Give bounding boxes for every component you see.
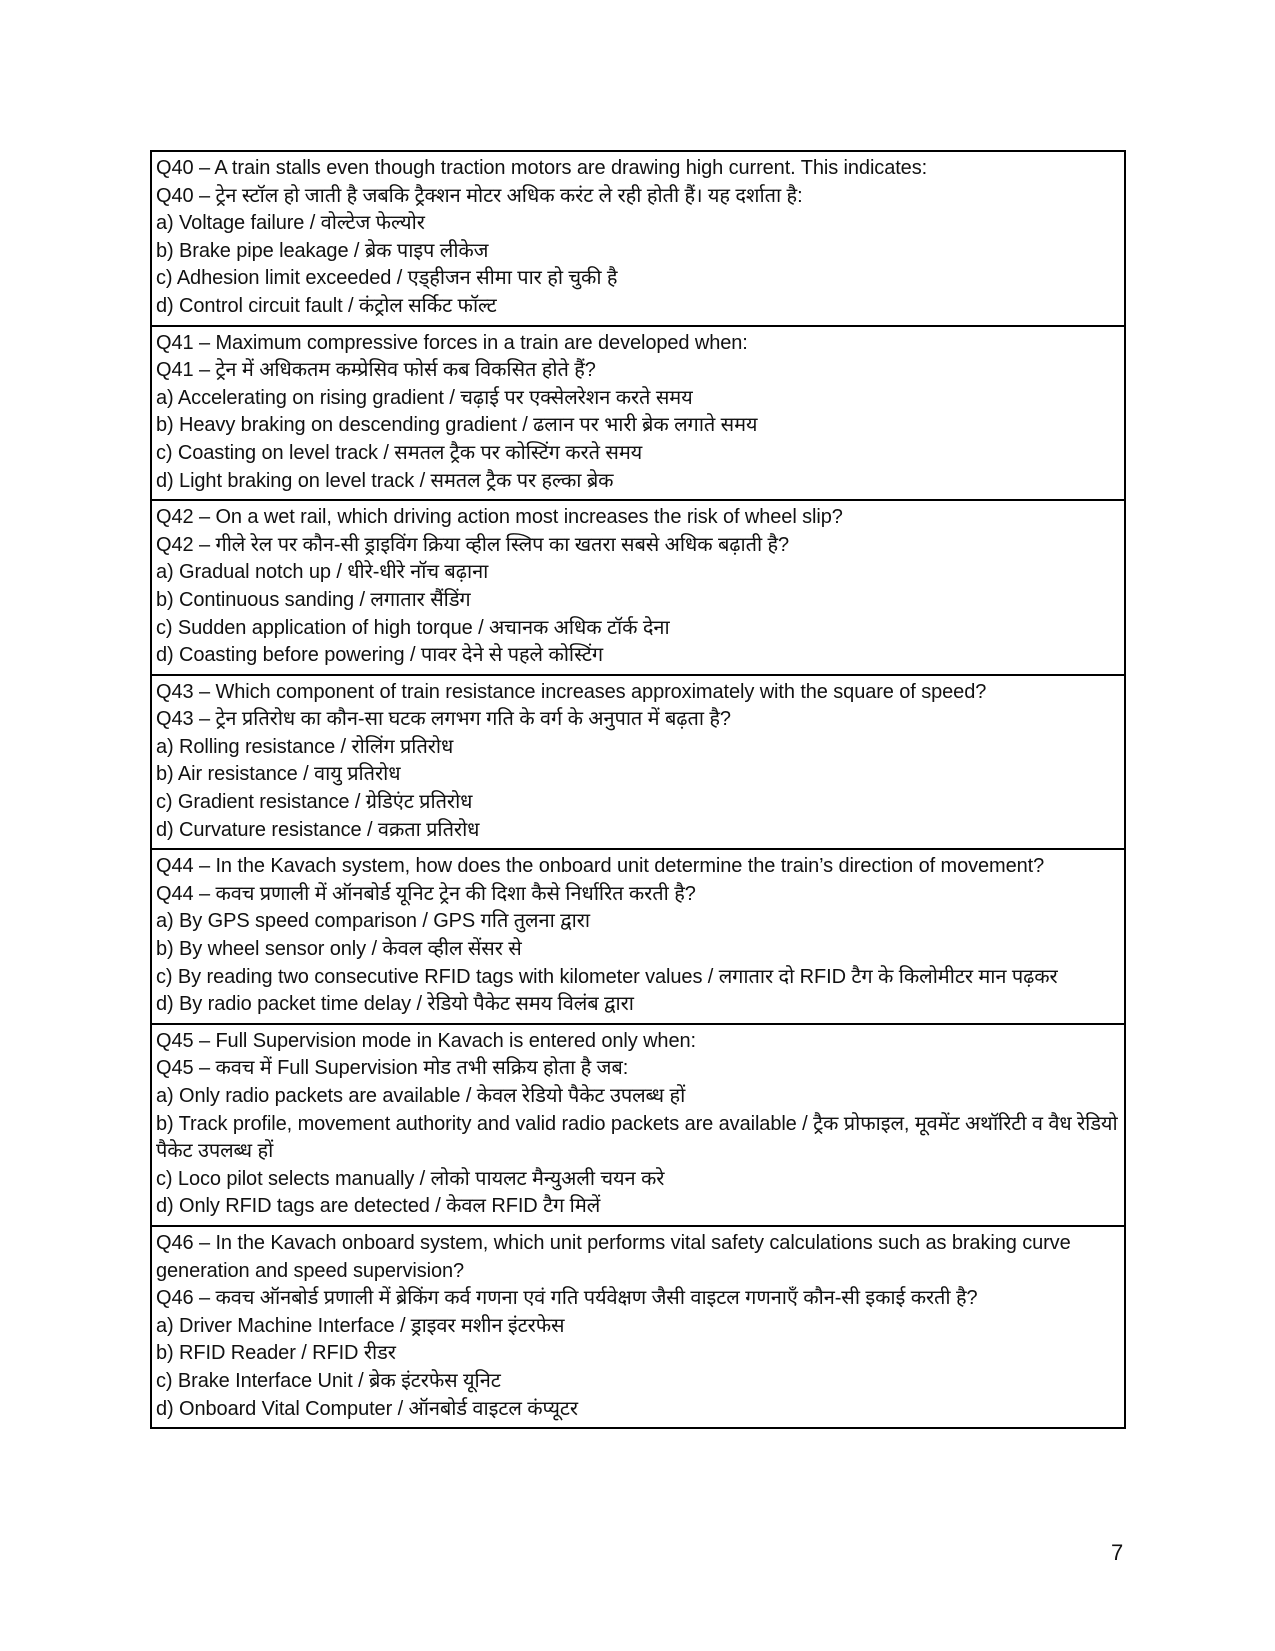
question-text-en: Q41 – Maximum compressive forces in a train are developed when:: [156, 331, 748, 354]
option-d: d) Onboard Vital Computer / ऑनबोर्ड वाइटल कंप्यूटर: [156, 1397, 578, 1420]
question-text-hi: Q40 – ट्रेन स्टॉल हो जाती है जबकि ट्रैक्शन मोटर अधिक करंट ले रही होती हैं। यह दर्शाता है:: [156, 184, 803, 207]
option-b: b) RFID Reader / RFID रीडर: [156, 1342, 396, 1365]
option-a: a) By GPS speed comparison / GPS गति तुलना द्वारा: [156, 910, 590, 933]
question-text-en: Q43 – Which component of train resistance increases approximately with the square of speed?: [156, 680, 987, 703]
question-text-hi: Q46 – कवच ऑनबोर्ड प्रणाली में ब्रेकिंग कर्व गणना एवं गति पर्यवेक्षण जैसी वाइटल गणनाएँ कौन-सी इकाई करती है?: [156, 1287, 978, 1310]
option-d: d) Only RFID tags are detected / केवल RFID टैग मिलें: [156, 1195, 601, 1218]
question-table: [150, 150, 1126, 1429]
option-d: d) By radio packet time delay / रेडियो पैकेट समय विलंब द्वारा: [156, 993, 634, 1016]
question-text-en: Q40 – A train stalls even though traction motors are drawing high current. This indicates:: [156, 157, 928, 179]
option-b: b) Brake pipe leakage / ब्रेक पाइप लीकेज: [156, 239, 489, 262]
question-row-q45: [152, 1023, 1124, 1225]
question-text-hi: Q43 – ट्रेन प्रतिरोध का कौन-सा घटक लगभग गति के वर्ग के अनुपात में बढ़ता है?: [156, 708, 731, 731]
option-a: a) Only radio packets are available / केवल रेडियो पैकेट उपलब्ध हों: [156, 1085, 686, 1107]
question-text-hi: Q42 – गीले रेल पर कौन-सी ड्राइविंग क्रिया व्हील स्लिप का खतरा सबसे अधिक बढ़ाती है?: [156, 533, 790, 556]
question-text-hi: Q44 – कवच प्रणाली में ऑनबोर्ड यूनिट ट्रेन की दिशा कैसे निर्धारित करती है?: [156, 882, 696, 905]
option-c: c) By reading two consecutive RFID tags with kilometer values / लगातार दो RFID टैग के किलोमीटर मान पढ़कर: [156, 965, 1058, 988]
question-text-en: Q46 – In the Kavach onboard system, which unit performs vital safety calculations such as braking curve generation and speed supervision?: [156, 1231, 1071, 1282]
option-c: c) Coasting on level track / समतल ट्रैक पर कोस्टिंग करते समय: [156, 441, 643, 464]
option-c: c) Brake Interface Unit / ब्रेक इंटरफेस यूनिट: [156, 1369, 501, 1392]
option-c: c) Gradient resistance / ग्रेडिएंट प्रतिरोध: [156, 791, 473, 814]
question-text-en: Q42 – On a wet rail, which driving action most increases the risk of wheel slip?: [156, 506, 843, 529]
question-row-q43: [152, 674, 1124, 849]
option-c: c) Sudden application of high torque / अचानक अधिक टॉर्क देना: [156, 616, 670, 639]
question-text-en: Q44 – In the Kavach system, how does the onboard unit determine the train’s direction of movement?: [156, 855, 1045, 878]
option-d: d) Control circuit fault / कंट्रोल सर्किट फॉल्ट: [156, 294, 497, 317]
page-number: 7: [1111, 1540, 1124, 1565]
option-d: d) Coasting before powering / पावर देने से पहले कोस्टिंग: [156, 644, 604, 667]
option-d: d) Light braking on level track / समतल ट्रैक पर हल्का ब्रेक: [156, 469, 614, 492]
question-row-q46: [152, 1225, 1124, 1427]
option-a: a) Gradual notch up / धीरे-धीरे नॉच बढ़ाना: [156, 561, 489, 584]
question-text-en: Q45 – Full Supervision mode in Kavach is entered only when:: [156, 1029, 696, 1052]
option-b: b) By wheel sensor only / केवल व्हील सेंसर से: [156, 938, 522, 961]
option-b: b) Air resistance / वायु प्रतिरोध: [156, 763, 401, 786]
question-text-hi: Q41 – ट्रेन में अधिकतम कम्प्रेसिव फोर्स कब विकसित होते हैं?: [156, 359, 596, 382]
option-d: d) Curvature resistance / वक्रता प्रतिरोध: [156, 818, 480, 841]
option-c: c) Loco pilot selects manually / लोको पायलट मैन्युअली चयन करे: [156, 1167, 665, 1190]
question-row-q41: [152, 325, 1124, 500]
question-row-q40: [152, 152, 1124, 325]
option-b: b) Continuous sanding / लगातार सैंडिंग: [156, 588, 471, 611]
option-c: c) Adhesion limit exceeded / एड्हीजन सीमा पार हो चुकी है: [156, 267, 618, 290]
question-row-q42: [152, 499, 1124, 674]
question-text-hi: Q45 – कवच में Full Supervision मोड तभी सक्रिय होता है जब:: [156, 1057, 629, 1080]
option-a: a) Accelerating on rising gradient / चढ़ाई पर एक्सेलरेशन करते समय: [156, 386, 693, 409]
option-b: b) Heavy braking on descending gradient / ढलान पर भारी ब्रेक लगाते समय: [156, 414, 758, 437]
option-a: a) Driver Machine Interface / ड्राइवर मशीन इंटरफेस: [156, 1314, 565, 1337]
question-row-q44: [152, 848, 1124, 1023]
option-a: a) Voltage failure / वोल्टेज फेल्योर: [156, 212, 425, 235]
option-a: a) Rolling resistance / रोलिंग प्रतिरोध: [156, 735, 454, 758]
option-b: b) Track profile, movement authority and valid radio packets are available / ट्रैक प्रोफाइल, मूवमेंट अथॉरिटी व वैध रेडियो पैकेट उपलब्ध हों: [156, 1112, 1118, 1163]
